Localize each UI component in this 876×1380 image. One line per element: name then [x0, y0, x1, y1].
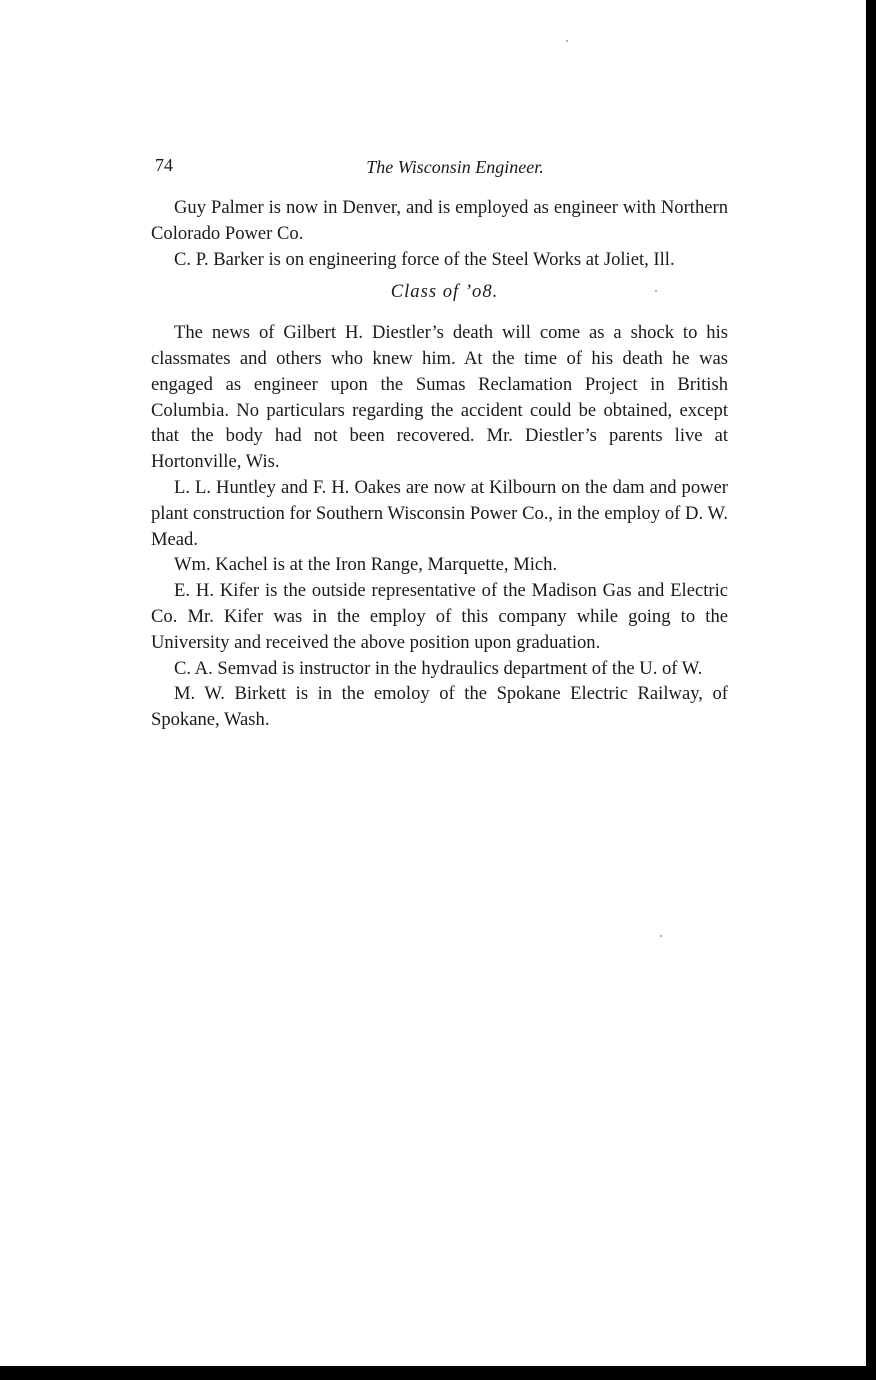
paragraph-guy-palmer: Guy Palmer is now in Denver, and is employed as engineer with Northern Colorado Power Co.	[151, 197, 728, 244]
paragraph-semvad: C. A. Semvad is instructor in the hydraulics department of the U. of W.	[174, 657, 703, 679]
section-heading-class-of-08: Class of ’o8.	[390, 281, 499, 303]
paper-speck	[660, 935, 662, 937]
paragraph-kachel: Wm. Kachel is at the Iron Range, Marquette, Mich.	[174, 554, 558, 576]
running-head	[152, 152, 728, 182]
journal-title: The Wisconsin Engineer.	[366, 157, 544, 177]
scan-border-bottom	[0, 1366, 876, 1380]
paragraph-barker: C. P. Barker is on engineering force of the Steel Works at Joliet, Ill.	[174, 248, 675, 270]
paper-speck	[566, 40, 568, 42]
page-number: 74	[155, 155, 173, 175]
article-body	[151, 195, 728, 733]
paragraph-huntley-oakes: L. L. Huntley and F. H. Oakes are now at Kilbourn on the dam and power plant construction for Southern Wisconsin Power Co., in the employ of D. W. Mead.	[151, 476, 728, 550]
paragraph-kifer: E. H. Kifer is the outside representative of the Madison Gas and Electric Co. Mr. Kifer was in the employ of this company while going to the University and received the above position upon graduation.	[151, 580, 728, 653]
paragraph-diestler: The news of Gilbert H. Diestler’s death will come as a shock to his classmates and others who knew him. At the time of his death he was engaged as engineer upon the Sumas Reclamation Project in British Columbia. No particulars regarding the accident could be obtained, except that the body had not been recovered. Mr. Diestler’s parents live at Hortonville, Wis.	[151, 322, 728, 473]
paragraph-birkett: M. W. Birkett is in the emoloy of the Spokane Electric Railway, of Spokane, Wash.	[151, 683, 728, 731]
scan-border-right	[866, 0, 876, 1380]
